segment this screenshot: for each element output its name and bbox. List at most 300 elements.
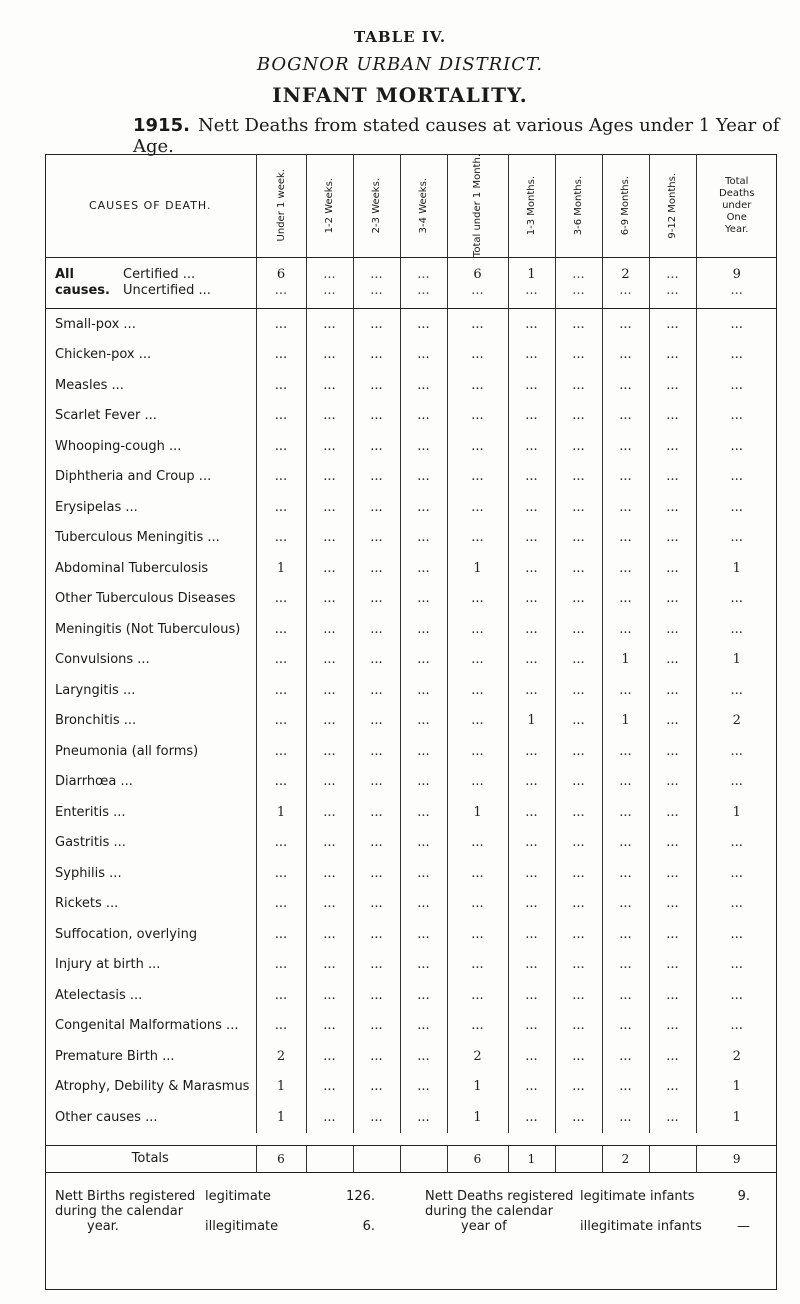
cause-label: Bronchitis ... xyxy=(55,713,137,729)
cell-value: ... xyxy=(256,1011,306,1042)
cell-value: ... xyxy=(306,645,353,676)
cell-value: ... xyxy=(447,889,508,920)
cell-value: ... xyxy=(400,645,447,676)
cell-value: ... xyxy=(447,401,508,432)
table-row xyxy=(45,309,777,340)
cause-label: Other causes ... xyxy=(55,1109,158,1125)
cell-value: ... xyxy=(602,919,649,950)
cell-value: ... xyxy=(508,675,555,706)
cell-value: ... xyxy=(400,492,447,523)
cell-value: ... xyxy=(555,767,602,798)
cell-value: ... xyxy=(696,980,777,1011)
cell-value: ... xyxy=(400,614,447,645)
cell-value: ... xyxy=(508,1072,555,1103)
cell-value: ... xyxy=(353,736,400,767)
table-row xyxy=(45,584,777,615)
cause-label: Congenital Malformations ... xyxy=(55,1018,239,1034)
cell-value: ... xyxy=(649,340,696,371)
cell-value: ... xyxy=(508,309,555,340)
cell-value: ... xyxy=(602,1041,649,1072)
cell-value: ... xyxy=(400,675,447,706)
cell-value: ... xyxy=(256,767,306,798)
cell-value: ... xyxy=(508,614,555,645)
cell-value: ... xyxy=(649,401,696,432)
cell-value: ... xyxy=(508,1011,555,1042)
cell-value: ... xyxy=(696,828,777,859)
cell-value: ... xyxy=(696,675,777,706)
births-deaths-footer xyxy=(45,1172,777,1277)
cause-label: Diphtheria and Croup ... xyxy=(55,469,212,485)
cell-value: 2 xyxy=(696,1041,777,1072)
cell-value: ... xyxy=(508,645,555,676)
cell-value: ... xyxy=(306,401,353,432)
cell-value: 1 xyxy=(602,706,649,737)
cell-value: ... xyxy=(555,919,602,950)
cell-value: ... xyxy=(256,370,306,401)
cell-value: ... xyxy=(400,706,447,737)
total-value: 6 xyxy=(256,1145,306,1172)
table-row xyxy=(45,858,777,889)
deaths-values: 9. — xyxy=(737,1188,750,1234)
cell-value: ... xyxy=(256,309,306,340)
cell-value: ... xyxy=(649,858,696,889)
header-age: 3-6 Months. xyxy=(573,175,584,236)
cell-value: ... xyxy=(508,858,555,889)
cell-value: ... xyxy=(555,889,602,920)
cause-label: Rickets ... xyxy=(55,896,119,912)
cell-value: ... xyxy=(256,340,306,371)
district-name: BOGNOR URBAN DISTRICT. xyxy=(256,54,544,75)
cell-value: ... xyxy=(256,492,306,523)
cell-value: ... xyxy=(400,797,447,828)
cell-value: 1 xyxy=(696,1072,777,1103)
totals-row xyxy=(45,1145,777,1172)
cell-value: ... xyxy=(696,858,777,889)
cell-value: ... xyxy=(306,950,353,981)
cell-value: ... xyxy=(306,553,353,584)
table-row xyxy=(45,980,777,1011)
cell-value: ... xyxy=(400,1102,447,1133)
cell-value: ... xyxy=(602,858,649,889)
cell-value: ... xyxy=(555,980,602,1011)
cause-label: Atrophy, Debility & Marasmus xyxy=(55,1079,250,1095)
cell-value: ... xyxy=(649,675,696,706)
cell-value: ... xyxy=(602,401,649,432)
cell-value: ... xyxy=(306,370,353,401)
births-types: legitimate illegitimate xyxy=(205,1188,279,1234)
cell-value: ... xyxy=(696,431,777,462)
cell-value: ... xyxy=(696,736,777,767)
cell-value: ... xyxy=(649,1102,696,1133)
table-row xyxy=(45,553,777,584)
cell-value: ... xyxy=(256,828,306,859)
table-row xyxy=(45,523,777,554)
cell-value: ... xyxy=(508,980,555,1011)
total-value xyxy=(555,1145,602,1172)
page-title: INFANT MORTALITY. xyxy=(272,83,528,107)
mortality-table xyxy=(45,154,777,1277)
cell-value: ... xyxy=(602,1072,649,1103)
cell-value: ... xyxy=(353,1041,400,1072)
cell-value: 1 xyxy=(447,1072,508,1103)
cell-value: ... xyxy=(353,462,400,493)
cell-value: ... xyxy=(256,523,306,554)
cell-value: ... xyxy=(649,523,696,554)
cell-value: ... xyxy=(602,889,649,920)
cell-value: ... xyxy=(306,675,353,706)
cause-label: Erysipelas ... xyxy=(55,499,138,515)
total-value xyxy=(649,1145,696,1172)
cell-value: ... xyxy=(555,950,602,981)
cell-value: ... xyxy=(400,431,447,462)
cause-label: Measles ... xyxy=(55,377,124,393)
all-causes-label: All causes. xyxy=(55,267,110,299)
table-row xyxy=(45,736,777,767)
cell-value: ... xyxy=(649,584,696,615)
cell-value: ... xyxy=(602,309,649,340)
cell-value: ... xyxy=(447,431,508,462)
cell-value: ... xyxy=(555,584,602,615)
cell-value: 1 xyxy=(602,645,649,676)
cause-label: Enteritis ... xyxy=(55,804,126,820)
cell-value: ... xyxy=(508,950,555,981)
births-label: Nett Births registered during the calendar year. xyxy=(55,1188,196,1234)
cell-value: ... xyxy=(602,980,649,1011)
cell-value: ... xyxy=(256,614,306,645)
cell-value: ... xyxy=(602,431,649,462)
cell-value: ... xyxy=(353,1011,400,1042)
cause-label: Small-pox ... xyxy=(55,316,136,332)
cell-value: 1 xyxy=(447,797,508,828)
cell-value: ... xyxy=(649,950,696,981)
cell-value: ... xyxy=(555,492,602,523)
cell-value: ... xyxy=(306,706,353,737)
cause-label: Injury at birth ... xyxy=(55,957,161,973)
cell-value: 2 xyxy=(256,1041,306,1072)
cell-value: ... xyxy=(306,736,353,767)
cause-label: Convulsions ... xyxy=(55,652,150,668)
cause-label: Laryngitis ... xyxy=(55,682,136,698)
cell-value: ... xyxy=(696,462,777,493)
cell-value: ... xyxy=(353,797,400,828)
cell-value: ... xyxy=(447,736,508,767)
cell-value: ... xyxy=(649,828,696,859)
cell-value: ... xyxy=(508,492,555,523)
cell-value: ... xyxy=(555,797,602,828)
header-age: 2-3 Weeks. xyxy=(371,177,382,234)
cell-value: ... xyxy=(306,1072,353,1103)
cell-value: ... xyxy=(696,401,777,432)
cell-value: ... xyxy=(508,797,555,828)
cell-value: ... xyxy=(353,401,400,432)
cell-value: ... xyxy=(306,889,353,920)
cell-value: ... xyxy=(256,919,306,950)
cell-value: ... xyxy=(400,767,447,798)
cell-value: ... xyxy=(306,919,353,950)
header-age: 3-4 Weeks. xyxy=(418,177,429,234)
cell-value: ... xyxy=(353,980,400,1011)
cell-value: ... xyxy=(306,1041,353,1072)
header-age: 9-12 Months. xyxy=(667,172,678,239)
cell-value: ... xyxy=(306,523,353,554)
cell-value: ... xyxy=(447,492,508,523)
cell-value: ... xyxy=(602,797,649,828)
year-label: 1915. xyxy=(133,115,190,136)
cell-value: ... xyxy=(400,1011,447,1042)
cause-label: Diarrhœa ... xyxy=(55,774,133,790)
cell-value: ... xyxy=(649,1041,696,1072)
cell-value: ... xyxy=(400,858,447,889)
cell-value: ... xyxy=(508,340,555,371)
cell-value: ... xyxy=(256,889,306,920)
cell-value: ... xyxy=(353,492,400,523)
cell-value: ... xyxy=(696,492,777,523)
table-row xyxy=(45,340,777,371)
cell-value: ... xyxy=(508,523,555,554)
table-row xyxy=(45,370,777,401)
cell-value: ... xyxy=(400,309,447,340)
cause-label: Abdominal Tuberculosis xyxy=(55,560,209,576)
cell-value: ... xyxy=(353,828,400,859)
table-row xyxy=(45,492,777,523)
cell-value: ... xyxy=(400,1041,447,1072)
cell-value: ... xyxy=(649,1011,696,1042)
cell-value: ... xyxy=(400,370,447,401)
cell-value: 1 xyxy=(696,1102,777,1133)
cell-value: ... xyxy=(353,431,400,462)
cell-value: 1 xyxy=(508,706,555,737)
cell-value: ... xyxy=(508,584,555,615)
cell-value: ... xyxy=(447,309,508,340)
total-value xyxy=(400,1145,447,1172)
cell-value: ... xyxy=(306,828,353,859)
cell-value: ... xyxy=(649,553,696,584)
cell-value: ... xyxy=(353,614,400,645)
cell-value: ... xyxy=(447,858,508,889)
cell-value: ... xyxy=(602,1011,649,1042)
cell-value: ... xyxy=(353,309,400,340)
header-total: Total Deaths under One Year. xyxy=(696,154,777,258)
cell-value: ... xyxy=(306,1102,353,1133)
cell-value: ... xyxy=(353,706,400,737)
table-row xyxy=(45,1011,777,1042)
cell-value: ... xyxy=(555,553,602,584)
cause-label: Atelectasis ... xyxy=(55,987,143,1003)
cell-value: ... xyxy=(306,431,353,462)
total-value: 6 xyxy=(447,1145,508,1172)
cell-value: ... xyxy=(696,767,777,798)
table-row xyxy=(45,828,777,859)
all-causes-row: All causes. Certified ... Uncertified ... 6 ... ... ... ... ... ... ... 6 ... 1 ... ... ... 2 ... ... ... 9 ... xyxy=(45,258,777,309)
cell-value: ... xyxy=(555,309,602,340)
cell-value: ... xyxy=(306,767,353,798)
page-heading xyxy=(0,0,800,157)
cell-value: ... xyxy=(400,340,447,371)
cell-value: ... xyxy=(555,675,602,706)
cell-value: ... xyxy=(400,462,447,493)
cell-value: ... xyxy=(353,767,400,798)
cell-value: ... xyxy=(508,370,555,401)
cell-value: 1 xyxy=(447,553,508,584)
cause-label: Whooping-cough ... xyxy=(55,438,182,454)
cell-value: ... xyxy=(508,401,555,432)
cell-value: ... xyxy=(649,767,696,798)
cell-value: ... xyxy=(508,736,555,767)
cell-value: 1 xyxy=(696,645,777,676)
cell-value: 2 xyxy=(696,706,777,737)
cell-value: ... xyxy=(353,1072,400,1103)
cell-value: ... xyxy=(447,767,508,798)
cell-value: ... xyxy=(306,797,353,828)
cell-value: ... xyxy=(555,1072,602,1103)
total-value: 2 xyxy=(602,1145,649,1172)
table-row xyxy=(45,1102,777,1133)
cell-value: ... xyxy=(555,858,602,889)
header-age: Total under 1 Month. xyxy=(472,154,483,258)
cell-value: ... xyxy=(306,858,353,889)
cell-value: ... xyxy=(555,706,602,737)
cause-label: Tuberculous Meningitis ... xyxy=(55,530,220,546)
cell-value: ... xyxy=(649,980,696,1011)
cell-value: ... xyxy=(353,340,400,371)
cell-value: ... xyxy=(696,523,777,554)
cell-value: ... xyxy=(400,828,447,859)
cell-value: ... xyxy=(508,553,555,584)
cell-value: ... xyxy=(447,980,508,1011)
cause-label: Gastritis ... xyxy=(55,835,126,851)
cell-value: ... xyxy=(696,950,777,981)
cell-value: ... xyxy=(649,889,696,920)
subtitle-text: Nett Deaths from stated causes at various Ages under 1 Year of Age. xyxy=(133,115,780,157)
cell-value: 1 xyxy=(256,1102,306,1133)
cell-value: ... xyxy=(353,523,400,554)
cell-value: ... xyxy=(696,889,777,920)
header-row xyxy=(45,154,777,258)
cell-value: ... xyxy=(555,736,602,767)
cell-value: ... xyxy=(696,614,777,645)
cell-value: ... xyxy=(602,950,649,981)
cell-value: ... xyxy=(353,645,400,676)
cell-value: ... xyxy=(602,584,649,615)
cell-value: ... xyxy=(508,828,555,859)
cause-label: Suffocation, overlying xyxy=(55,926,198,942)
cell-value: ... xyxy=(602,340,649,371)
cell-value: ... xyxy=(256,950,306,981)
table-row xyxy=(45,706,777,737)
cell-value: ... xyxy=(256,462,306,493)
subtitle-line xyxy=(0,115,800,157)
cell-value: ... xyxy=(649,462,696,493)
header-age: 1-2 Weeks. xyxy=(324,177,335,234)
table-row xyxy=(45,950,777,981)
cell-value: ... xyxy=(400,950,447,981)
cell-value: ... xyxy=(256,645,306,676)
cell-value: ... xyxy=(400,889,447,920)
cell-value: ... xyxy=(508,431,555,462)
cell-value: ... xyxy=(400,736,447,767)
cell-value: ... xyxy=(306,1011,353,1042)
cause-label: Premature Birth ... xyxy=(55,1048,175,1064)
header-age: 1-3 Months. xyxy=(526,175,537,236)
table-row xyxy=(45,645,777,676)
cell-value: ... xyxy=(508,919,555,950)
table-row xyxy=(45,1072,777,1103)
header-age: 6-9 Months. xyxy=(620,175,631,236)
cell-value: ... xyxy=(602,828,649,859)
cell-value: ... xyxy=(306,309,353,340)
cell-value: ... xyxy=(555,431,602,462)
cell-value: ... xyxy=(447,523,508,554)
cell-value: ... xyxy=(256,706,306,737)
cell-value: ... xyxy=(447,1011,508,1042)
cell-value: ... xyxy=(447,340,508,371)
cell-value: ... xyxy=(306,980,353,1011)
table-row xyxy=(45,431,777,462)
cell-value: ... xyxy=(447,614,508,645)
cell-value: ... xyxy=(508,462,555,493)
cell-value: ... xyxy=(306,492,353,523)
cell-value: ... xyxy=(649,492,696,523)
cell-value: ... xyxy=(649,736,696,767)
table-row xyxy=(45,797,777,828)
table-row xyxy=(45,462,777,493)
header-cause: CAUSES OF DEATH. xyxy=(45,154,256,258)
cell-value: ... xyxy=(353,950,400,981)
cell-value: ... xyxy=(555,614,602,645)
cell-value: ... xyxy=(256,431,306,462)
cell-value: ... xyxy=(256,736,306,767)
cell-value: 1 xyxy=(256,797,306,828)
cell-value: ... xyxy=(447,370,508,401)
cell-value: ... xyxy=(353,889,400,920)
cell-value: ... xyxy=(400,919,447,950)
cell-value: ... xyxy=(555,828,602,859)
cell-value: ... xyxy=(353,919,400,950)
cell-value: ... xyxy=(649,431,696,462)
cell-value: ... xyxy=(256,401,306,432)
cell-value: ... xyxy=(508,1041,555,1072)
cell-value: ... xyxy=(400,1072,447,1103)
total-value: 1 xyxy=(508,1145,555,1172)
cell-value: ... xyxy=(306,584,353,615)
certification-labels: Certified ... Uncertified ... xyxy=(123,267,211,299)
cell-value: ... xyxy=(555,523,602,554)
cell-value: ... xyxy=(649,309,696,340)
cell-value: ... xyxy=(256,858,306,889)
cell-value: ... xyxy=(508,1102,555,1133)
cell-value: ... xyxy=(555,1102,602,1133)
table-row xyxy=(45,889,777,920)
total-value xyxy=(306,1145,353,1172)
cell-value: ... xyxy=(447,462,508,493)
cell-value: ... xyxy=(602,767,649,798)
cell-value: ... xyxy=(306,614,353,645)
cell-value: ... xyxy=(447,675,508,706)
cell-value: ... xyxy=(353,370,400,401)
cell-value: ... xyxy=(602,736,649,767)
cell-value: ... xyxy=(602,675,649,706)
cell-value: ... xyxy=(353,584,400,615)
cell-value: ... xyxy=(400,980,447,1011)
table-row xyxy=(45,919,777,950)
cell-value: ... xyxy=(602,523,649,554)
total-value xyxy=(353,1145,400,1172)
cell-value: ... xyxy=(447,706,508,737)
cause-label: Other Tuberculous Diseases xyxy=(55,591,236,607)
deaths-types: legitimate infants illegitimate infants xyxy=(580,1188,702,1234)
cell-value: ... xyxy=(649,706,696,737)
cell-value: ... xyxy=(400,523,447,554)
